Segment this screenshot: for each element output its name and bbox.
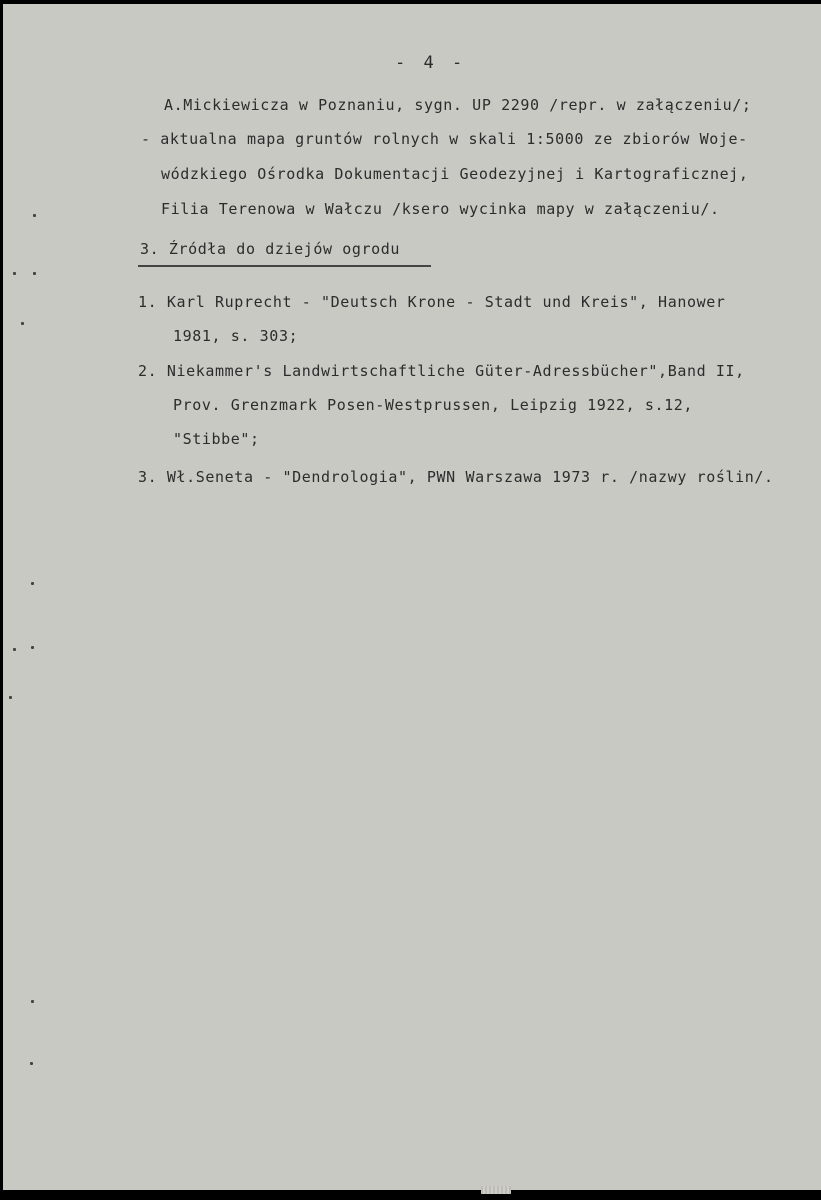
scan-speck	[13, 648, 16, 651]
scan-speck	[30, 1062, 33, 1065]
page-number: - 4 -	[395, 53, 467, 73]
scan-speck	[31, 1000, 34, 1003]
source-1-line-2: 1981, s. 303;	[173, 327, 299, 345]
paragraph-line-2: - aktualna mapa gruntów rolnych w skali 1:5000 ze zbiorów Woje-	[141, 130, 748, 148]
source-2-line-1: 2. Niekammer's Landwirtschaftliche Güter-Adressbücher",Band II,	[138, 362, 745, 380]
scan-speck	[33, 214, 36, 217]
scan-speck	[9, 696, 12, 699]
scan-speck	[21, 322, 24, 325]
heading-underline	[138, 265, 431, 267]
source-3-line-1: 3. Wł.Seneta - "Dendrologia", PWN Warszawa 1973 r. /nazwy roślin/.	[138, 468, 774, 486]
section-heading: 3. Źródła do dziejów ogrodu	[140, 240, 401, 258]
scan-fold-mark	[481, 1186, 511, 1194]
source-2-line-2: Prov. Grenzmark Posen-Westprussen, Leipzig 1922, s.12,	[173, 396, 694, 414]
paragraph-line-4: Filia Terenowa w Wałczu /ksero wycinka mapy w załączeniu/.	[161, 200, 720, 218]
paragraph-line-3: wódzkiego Ośrodka Dokumentacji Geodezyjnej i Kartograficznej,	[161, 165, 749, 183]
scan-speck	[33, 272, 36, 275]
scan-speck	[31, 582, 34, 585]
source-1-line-1: 1. Karl Ruprecht - "Deutsch Krone - Stadt und Kreis", Hanower	[138, 293, 726, 311]
paragraph-line-1: A.Mickiewicza w Poznaniu, sygn. UP 2290 /repr. w załączeniu/;	[164, 96, 752, 114]
scan-speck	[13, 272, 16, 275]
document-page	[3, 4, 821, 1190]
scan-speck	[31, 646, 34, 649]
source-2-line-3: "Stibbe";	[173, 430, 260, 448]
